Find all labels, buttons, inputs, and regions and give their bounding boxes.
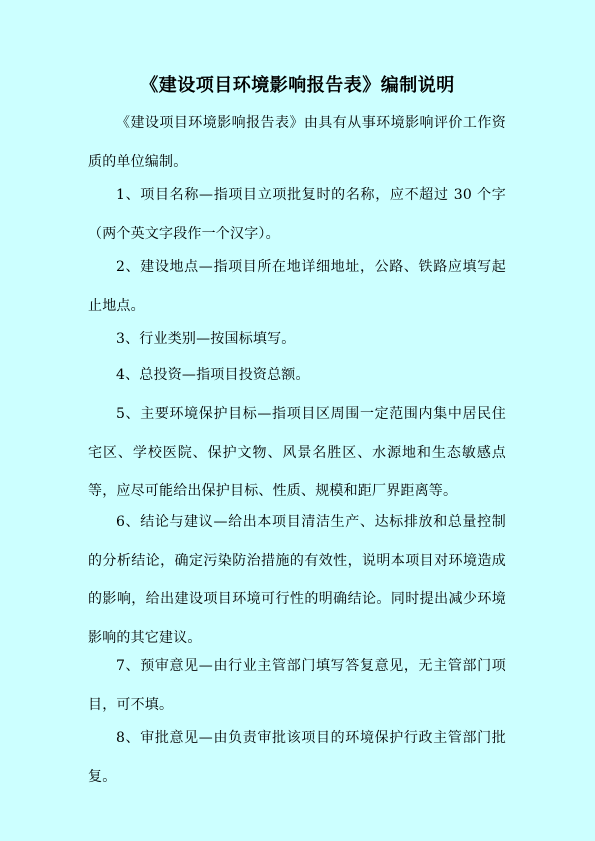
document-title: 《建设项目环境影响报告表》编制说明 (140, 75, 455, 96)
item-total-investment: 4、总投资—指项目投资总额。 (116, 367, 310, 383)
item-conclusions: 6、结论与建议—给出本项目清洁生产、达标排放和总量控制的分析结论，确定污染防治措施的有效性，说明本项目对环境造成的影响，给出建设项目环境可行性的明确结论。同时提出减少环境影响的其它建议。 (88, 514, 506, 646)
item-project-name: 1、项目名称—指项目立项批复时的名称，应不超过 30 个字（两个英文字段作一个汉字）。 (88, 187, 506, 242)
item-pre-review: 7、预审意见—由行业主管部门填写答复意见，无主管部门项目，可不填。 (88, 658, 506, 713)
intro-paragraph: 《建设项目环境影响报告表》由具有从事环境影响评价工作资质的单位编制。 (88, 115, 506, 170)
item-protection-targets: 5、主要环境保护目标—指项目区周围一定范围内集中居民住宅区、学校医院、保护文物、风景名胜区、水源地和生态敏感点等，应尽可能给出保护目标、性质、规模和距厂界距离等。 (88, 406, 506, 499)
item-construction-site: 2、建设地点—指项目所在地详细地址，公路、铁路应填写起止地点。 (88, 259, 506, 314)
item-industry-category: 3、行业类别—按国标填写。 (116, 331, 296, 347)
item-approval: 8、审批意见—由负责审批该项目的环境保护行政主管部门批复。 (88, 730, 506, 785)
